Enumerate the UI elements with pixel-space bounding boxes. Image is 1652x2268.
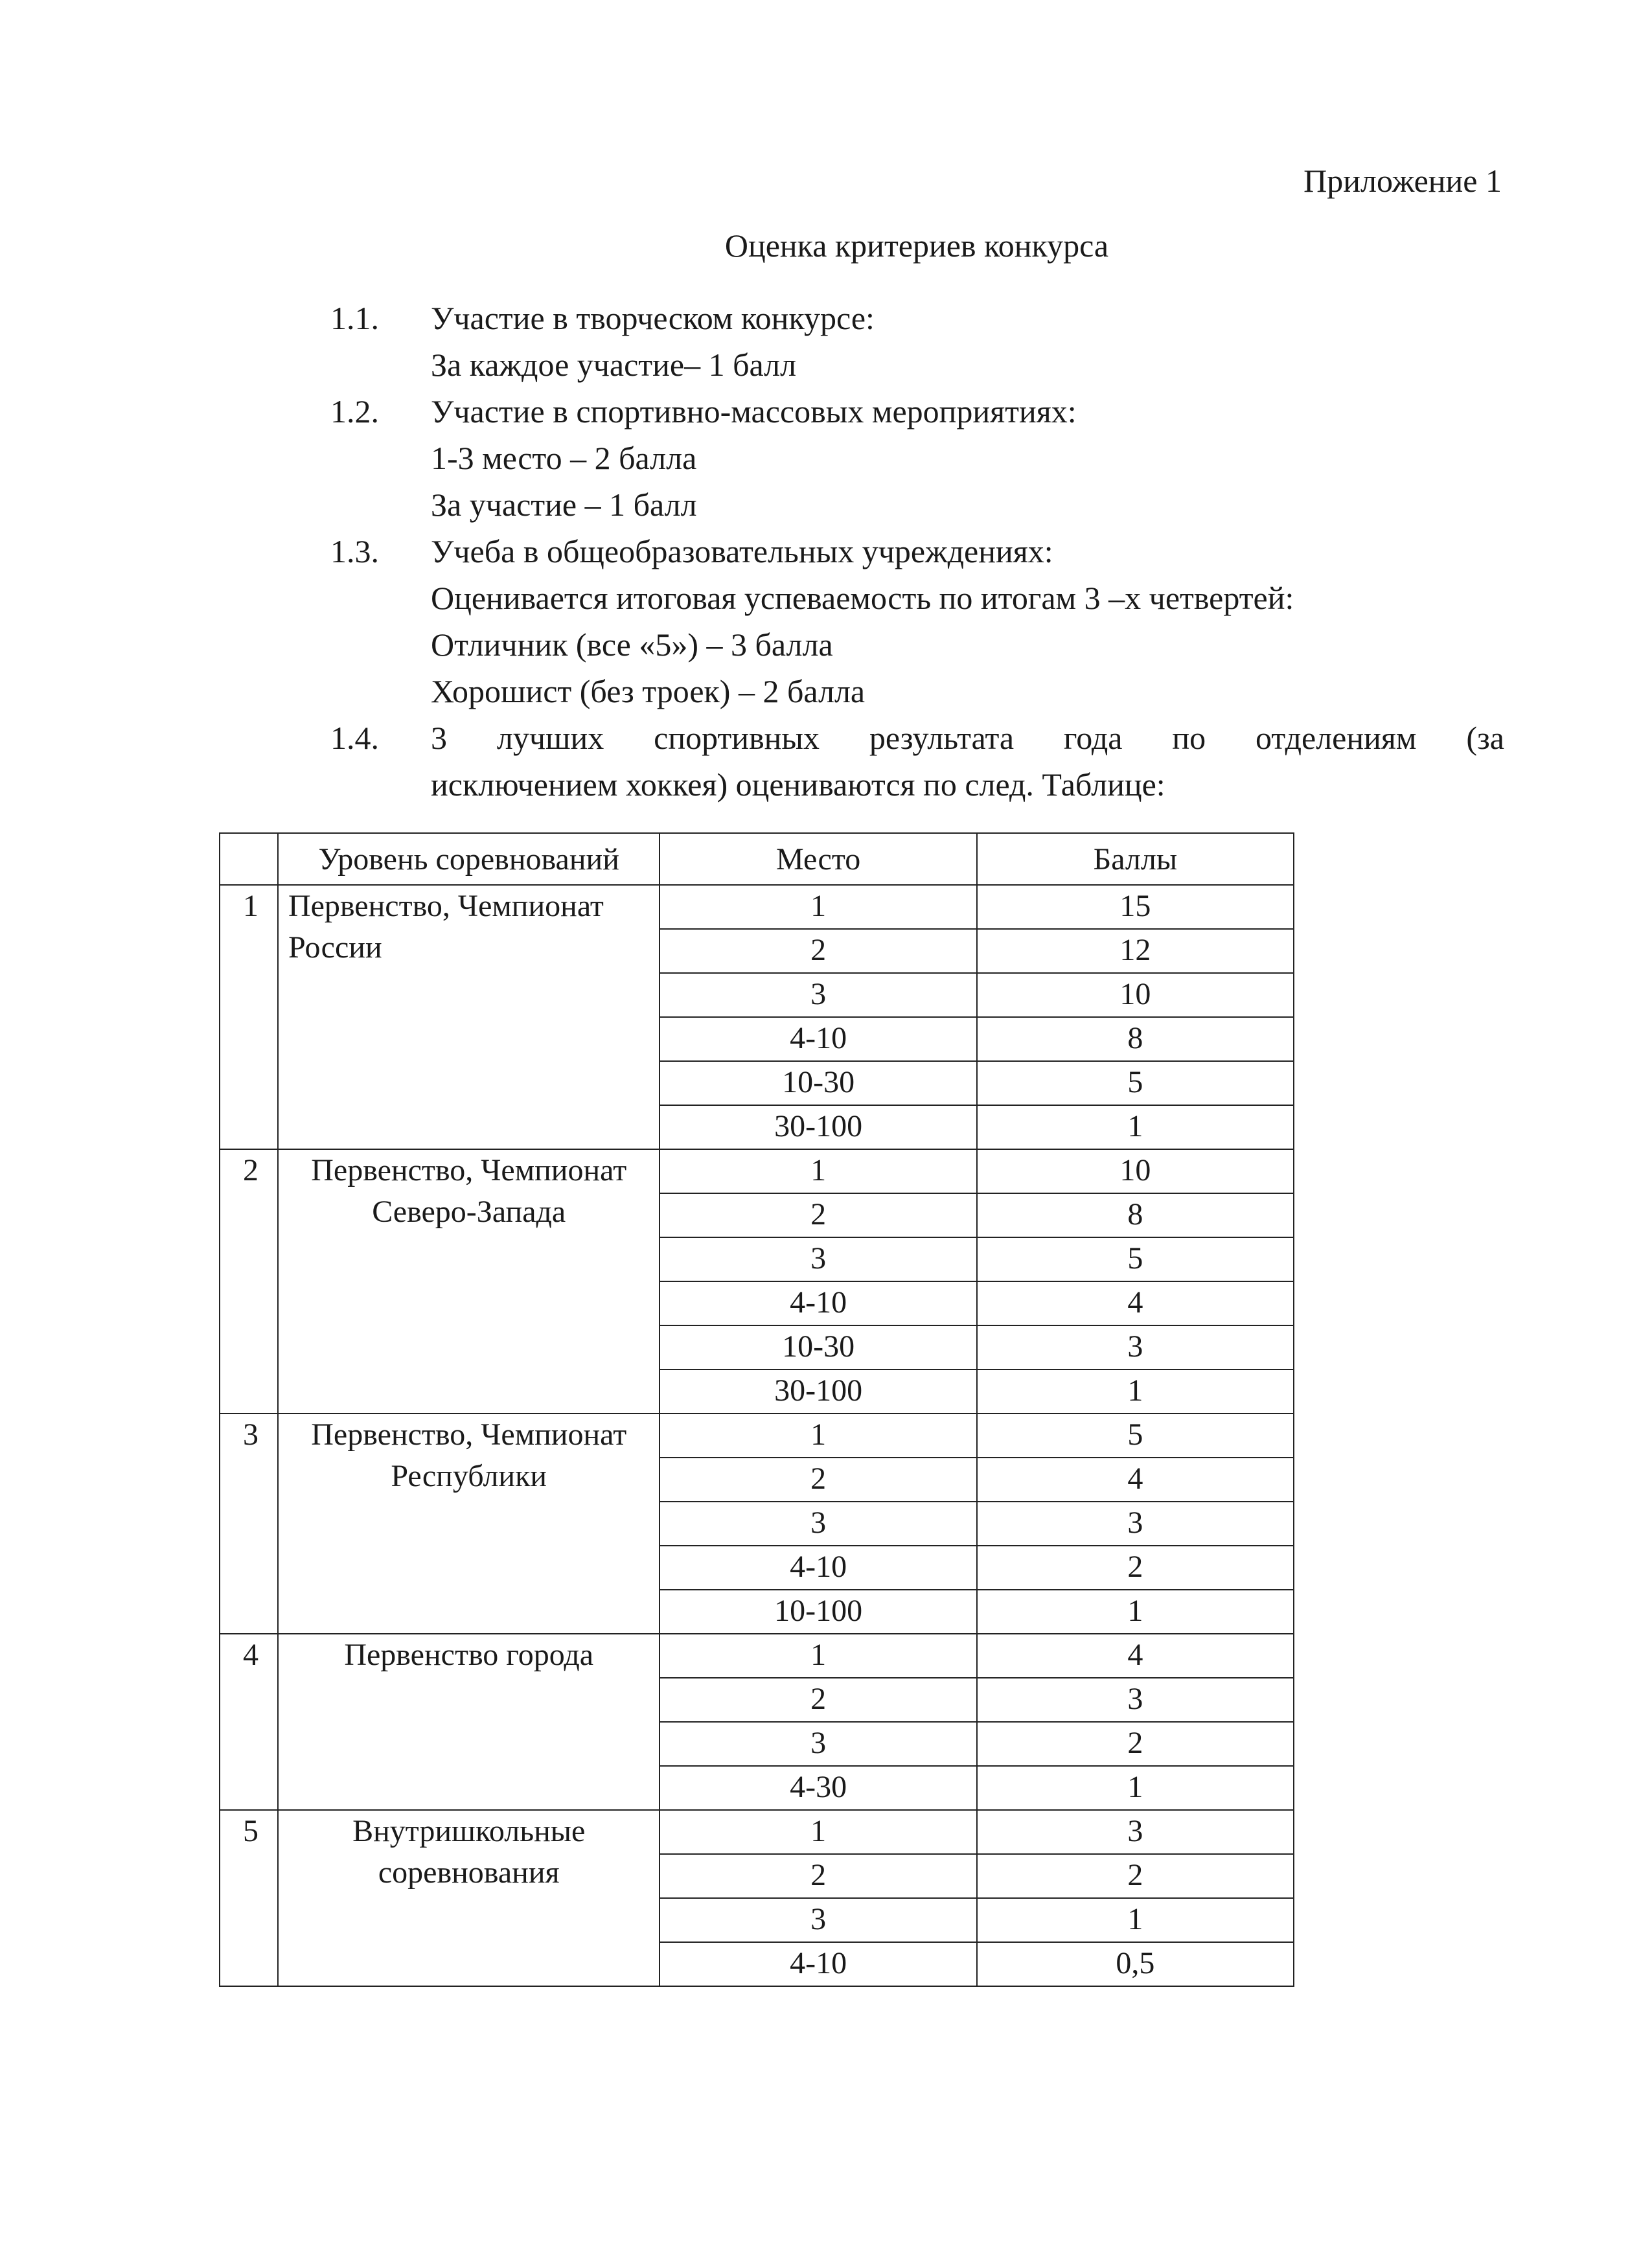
place-cell: 1: [660, 1810, 976, 1854]
points-cell: 3: [977, 1678, 1294, 1722]
points-cell: 15: [977, 885, 1294, 929]
row-number: 3: [220, 1414, 278, 1634]
place-cell: 4-10: [660, 1942, 976, 1986]
criterion-line: Хорошист (без троек) – 2 балла: [431, 673, 866, 709]
criterion-line: Отличник (все «5») – 3 балла: [431, 626, 833, 663]
row-number: 2: [220, 1149, 278, 1414]
criterion-1-4: [330, 715, 1504, 808]
points-cell: 1: [977, 1766, 1294, 1810]
criterion-line: Участие в спортивно-массовых мероприятиях:: [431, 393, 1077, 430]
points-cell: 10: [977, 973, 1294, 1017]
place-cell: 3: [660, 973, 976, 1017]
table-row: [220, 1149, 1294, 1193]
criterion-line: За каждое участие– 1 балл: [431, 347, 797, 383]
place-cell: 4-10: [660, 1017, 976, 1061]
place-cell: 10-30: [660, 1325, 976, 1369]
points-cell: 5: [977, 1061, 1294, 1105]
points-cell: 3: [977, 1502, 1294, 1546]
place-cell: 3: [660, 1237, 976, 1281]
criterion-line: Учеба в общеобразовательных учреждениях:: [431, 533, 1053, 569]
table-row: [220, 1810, 1294, 1854]
place-cell: 10-100: [660, 1590, 976, 1634]
criterion-1-3: [330, 528, 1504, 715]
header-num: [220, 833, 278, 885]
points-cell: 4: [977, 1458, 1294, 1502]
points-cell: 12: [977, 929, 1294, 973]
place-cell: 2: [660, 1193, 976, 1237]
place-cell: 1: [660, 885, 976, 929]
place-cell: 2: [660, 1458, 976, 1502]
criterion-body: [431, 295, 1504, 388]
points-cell: 3: [977, 1810, 1294, 1854]
row-number: 1: [220, 885, 278, 1149]
points-cell: 1: [977, 1898, 1294, 1942]
table-row: [220, 1634, 1294, 1678]
table-header-row: [220, 833, 1294, 885]
points-cell: 8: [977, 1017, 1294, 1061]
points-cell: 5: [977, 1414, 1294, 1458]
criteria-list: [330, 295, 1504, 808]
appendix-label: Приложение 1: [1303, 163, 1502, 199]
competition-level: Первенство, Чемпионат России: [278, 885, 660, 1149]
points-cell: 8: [977, 1193, 1294, 1237]
points-cell: 2: [977, 1546, 1294, 1590]
place-cell: 3: [660, 1898, 976, 1942]
points-cell: 10: [977, 1149, 1294, 1193]
criterion-1-1: [330, 295, 1504, 388]
criterion-body: [431, 388, 1504, 528]
place-cell: 1: [660, 1414, 976, 1458]
points-cell: 4: [977, 1634, 1294, 1678]
place-cell: 2: [660, 929, 976, 973]
place-cell: 30-100: [660, 1369, 976, 1414]
place-cell: 3: [660, 1722, 976, 1766]
competition-level: Первенство, Чемпионат Республики: [278, 1414, 660, 1634]
points-cell: 2: [977, 1722, 1294, 1766]
place-cell: 1: [660, 1634, 976, 1678]
criterion-line: 3 лучших спортивных результата года по отделениям (за: [431, 720, 1504, 756]
place-cell: 1: [660, 1149, 976, 1193]
place-cell: 4-10: [660, 1546, 976, 1590]
competition-level: Первенство, Чемпионат Северо-Запада: [278, 1149, 660, 1414]
criterion-line: 1-3 место – 2 балла: [431, 440, 697, 476]
criterion-line: За участие – 1 балл: [431, 487, 697, 523]
place-cell: 30-100: [660, 1105, 976, 1149]
header-place: Место: [660, 833, 976, 885]
place-cell: 4-30: [660, 1766, 976, 1810]
criterion-number: 1.4.: [330, 720, 379, 756]
criterion-line: Участие в творческом конкурсе:: [431, 300, 875, 336]
scores-table: [219, 832, 1294, 1987]
document-title: Оценка критериев конкурса: [724, 227, 1109, 264]
place-cell: 2: [660, 1854, 976, 1898]
table-row: [220, 885, 1294, 929]
criterion-line: исключением хоккея) оцениваются по след. Таблице:: [431, 766, 1165, 803]
table-body: [220, 885, 1294, 1986]
points-cell: 1: [977, 1105, 1294, 1149]
criterion-1-2: [330, 388, 1504, 528]
points-cell: 0,5: [977, 1942, 1294, 1986]
header-level: Уровень соревнований: [278, 833, 660, 885]
points-cell: 3: [977, 1325, 1294, 1369]
competition-level: Первенство города: [278, 1634, 660, 1810]
criterion-number: 1.3.: [330, 533, 379, 569]
competition-level: Внутришкольные соревнования: [278, 1810, 660, 1986]
row-number: 5: [220, 1810, 278, 1986]
points-cell: 5: [977, 1237, 1294, 1281]
place-cell: 4-10: [660, 1281, 976, 1325]
table-row: [220, 1414, 1294, 1458]
points-cell: 4: [977, 1281, 1294, 1325]
criterion-body: [431, 528, 1504, 715]
criterion-body: [431, 715, 1504, 808]
place-cell: 2: [660, 1678, 976, 1722]
points-cell: 1: [977, 1369, 1294, 1414]
points-cell: 1: [977, 1590, 1294, 1634]
header-points: Баллы: [977, 833, 1294, 885]
row-number: 4: [220, 1634, 278, 1810]
criterion-line: Оценивается итоговая успеваемость по итогам 3 –х четвертей:: [431, 580, 1294, 616]
points-cell: 2: [977, 1854, 1294, 1898]
criterion-number: 1.2.: [330, 393, 379, 430]
criterion-number: 1.1.: [330, 300, 379, 336]
place-cell: 3: [660, 1502, 976, 1546]
place-cell: 10-30: [660, 1061, 976, 1105]
